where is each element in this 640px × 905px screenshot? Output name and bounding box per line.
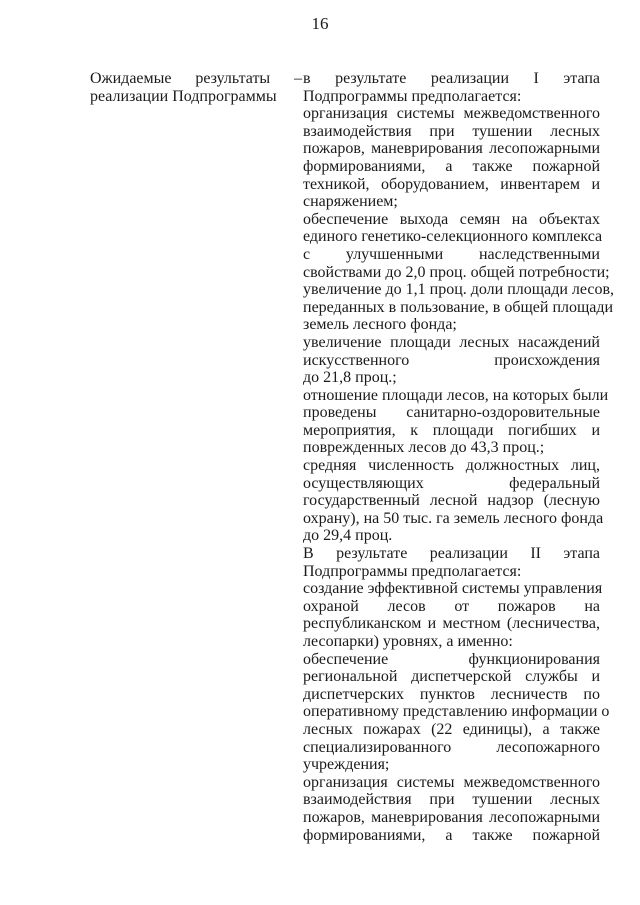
paragraph-line: обеспечение выхода семян на объектах	[303, 210, 600, 228]
paragraph-line: охраной лесов от пожаров на	[303, 597, 600, 615]
section-label-line: Ожидаемые результаты –	[90, 70, 302, 87]
paragraph-line: организация системы межведомственного	[303, 773, 600, 791]
paragraph-line: проведены санитарно-оздоровительные	[303, 404, 600, 422]
paragraph-line: до 21,8 проц.;	[303, 369, 397, 387]
content-paragraph	[303, 650, 610, 774]
paragraph-line: лесопарки) уровнях, а именно:	[303, 633, 513, 650]
section-content	[303, 70, 615, 844]
paragraph-line: взаимодействия при тушении лесных	[303, 122, 600, 140]
paragraph-line: взаимодействия при тушении лесных	[303, 791, 600, 809]
paragraph-line: отношение площади лесов, на которых были	[303, 386, 609, 404]
paragraph-line: пожаров, маневрирования лесопожарными	[303, 808, 600, 826]
content-paragraph	[303, 70, 600, 105]
paragraph-line: республиканском и местном (лесничества,	[303, 615, 600, 633]
paragraph-line: формированиями, а также пожарной	[303, 826, 600, 844]
section-label-line: реализации Подпрограммы	[90, 87, 277, 105]
paragraph-line: организация системы межведомственного	[303, 105, 600, 123]
paragraph-line: средняя численность должностных лиц,	[303, 457, 600, 475]
content-paragraph	[303, 774, 600, 844]
content-paragraph	[303, 210, 610, 281]
paragraph-line: свойствами до 2,0 проц. общей потребности;	[303, 263, 610, 281]
page-number: 16	[311, 14, 329, 33]
paragraph-line: увеличение до 1,1 проц. доли площади лесов,	[303, 281, 615, 299]
paragraph-line: диспетчерских пунктов лесничеств по	[303, 685, 600, 703]
paragraph-line: охрану), на 50 тыс. га земель лесного фонда	[303, 509, 604, 527]
content-paragraph	[303, 105, 600, 211]
paragraph-line: оперативному представлению информации о	[303, 703, 610, 721]
paragraph-line: единого генетико-селекционного комплекса	[303, 228, 603, 246]
paragraph-line: Подпрограммы предполагается:	[303, 562, 522, 580]
content-paragraph	[303, 281, 615, 334]
paragraph-line: до 29,4 проц.	[303, 527, 393, 545]
paragraph-line: искусственного происхождения	[303, 351, 600, 369]
paragraph-line: Подпрограммы предполагается:	[303, 87, 522, 105]
paragraph-line: создание эффективной системы управления	[303, 580, 603, 598]
content-paragraph	[303, 580, 603, 650]
content-paragraph	[303, 386, 609, 457]
paragraph-line: осуществляющих федеральный	[303, 474, 600, 492]
paragraph-line: техникой, оборудованием, инвентарем и	[303, 175, 600, 193]
paragraph-line: поврежденных лесов до 43,3 проц.;	[303, 439, 545, 457]
paragraph-line: в результате реализации I этапа	[303, 70, 600, 87]
paragraph-line: увеличение площади лесных насаждений	[303, 333, 600, 351]
paragraph-line: государственный лесной надзор (лесную	[303, 492, 600, 510]
content-paragraph	[303, 457, 604, 545]
paragraph-line: земель лесного фонда;	[303, 316, 457, 334]
paragraph-line: обеспечение функционирования	[303, 650, 600, 668]
paragraph-line: В результате реализации II этапа	[303, 545, 600, 563]
paragraph-line: учреждения;	[303, 756, 390, 774]
paragraph-line: с улучшенными наследственными	[303, 245, 600, 263]
content-paragraph	[303, 545, 600, 580]
paragraph-line: региональной диспетчерской службы и	[303, 668, 600, 686]
content-paragraph	[303, 334, 600, 387]
paragraph-line: снаряжением;	[303, 193, 398, 211]
paragraph-line: переданных в пользование, в общей площади	[303, 298, 614, 316]
paragraph-line: формированиями, а также пожарной	[303, 157, 600, 175]
paragraph-line: специализированного лесопожарного	[303, 738, 600, 756]
paragraph-line: пожаров, маневрирования лесопожарными	[303, 140, 600, 158]
paragraph-line: лесных пожарах (22 единицы), а также	[303, 720, 600, 738]
paragraph-line: мероприятия, к площади погибших и	[303, 421, 600, 439]
section-label	[90, 70, 302, 105]
